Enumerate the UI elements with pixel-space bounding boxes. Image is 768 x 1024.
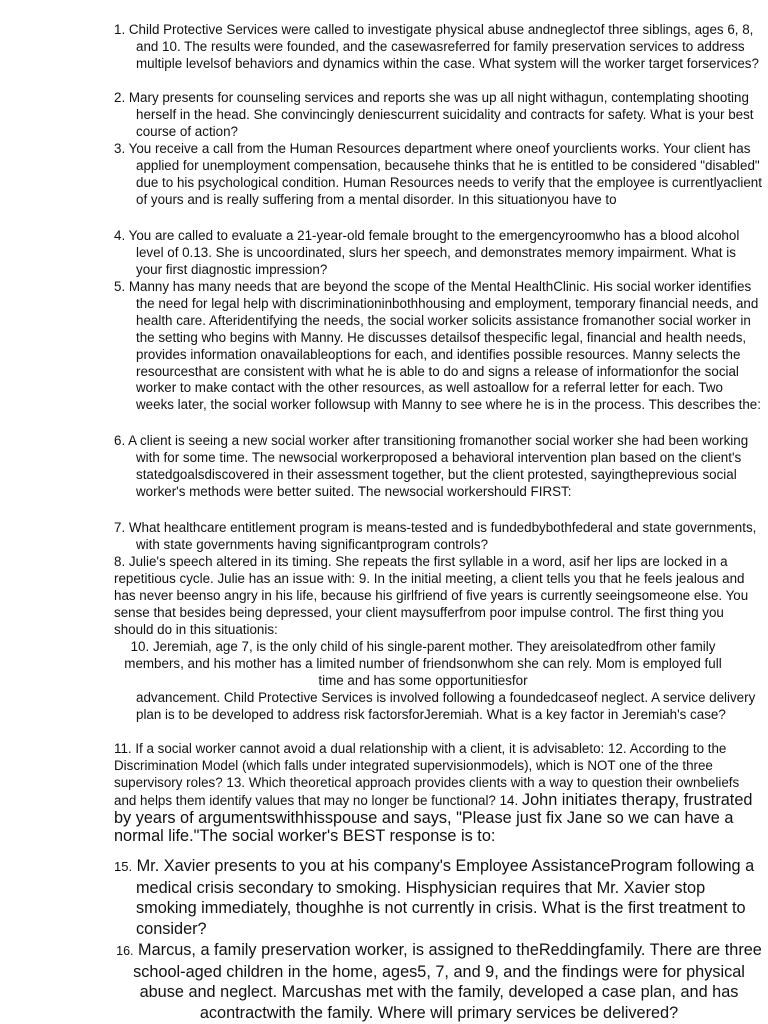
question-15 bbox=[114, 856, 764, 939]
question-14-text: John initiates therapy, frustrated by years of argumentswithhisspouse and says, "Please just fix Jane so we can have a normal life."The social worker's BEST response is to: bbox=[114, 790, 753, 845]
question-5: 5. Manny has many needs that are beyond the scope of the Mental HealthClinic. His social worker identifies the need for legal help with discriminationinbothhousing and employment, temporary financial needs, and health care. Afteridentifying the needs, the social worker solicits assistance fromanother social worker in the setting who begins with Manny. He discusses detailsof thespecific legal, financial and health needs, provides information onavailableoptions for each, and identifies possible resources. Manny selects the resourcesthat are consistent with what he is able to do and signs a release of informationfor the social worker to make contact with the other resources, as well astoallow for a referral letter for each. Two weeks later, the social worker followsup with Manny to see where he is in the process. This describes the: bbox=[114, 279, 761, 413]
question-4: 4. You are called to evaluate a 21-year-old female brought to the emergencyroomwho has a blood alcohol level of 0.13. She is uncoordinated, slurs her speech, and demonstrates memory impairment. What is your first diagnostic impression? bbox=[114, 228, 740, 277]
question-7: 7. What healthcare entitlement program is means-tested and is fundedbybothfederal and state governments, with state governments having significantprogram controls? bbox=[114, 520, 757, 552]
question-10-intro: 10. Jeremiah, age 7, is the only child of his single-parent mother. They areisolatedfrom other family members, and his mother has a limited number of friendsonwhom she can rely. Mom is employed full time and has some opportunitiesfor bbox=[124, 639, 722, 688]
questions-11-14 bbox=[114, 741, 764, 845]
question-16-number: 16. bbox=[116, 944, 134, 958]
question-2: 2. Mary presents for counseling services and reports she was up all night withagun, contemplating shooting herself in the head. She convincingly deniescurrent suicidality and contracts for safety. What is your best course of action? bbox=[114, 90, 754, 139]
question-16-text: Marcus, a family preservation worker, is assigned to theReddingfamily. There are three school-aged children in the home, ages5, 7, and 9, and the findings were for physical abuse and neglect. Marcushas met with the family, developed a case plan, and has acontractwith the family. Where will primary services be delivered? bbox=[133, 941, 762, 1022]
question-1: 1. Child Protective Services were called to investigate physical abuse andneglectof three siblings, ages 6, 8, and 10. The results were founded, and the casewasreferred for family preservation services to address multiple levelsof behaviors and dynamics within the case. What system will the worker target forservices? bbox=[114, 22, 759, 71]
question-6: 6. A client is seeing a new social worker after transitioning fromanother social worker she had been working with for some time. The newsocial workerproposed a behavioral intervention plan based on the client's statedgoalsdiscovered in their assessment together, but the client protested, sayingtheprevious social worker's methods were better suited. The newsocial workershould FIRST: bbox=[114, 433, 749, 499]
questions-8-9: 8. Julie's speech altered in its timing. She repeats the first syllable in a word, asif her lips are locked in a repetitious cycle. Julie has an issue with: 9. In the initial meeting, a client tells you that he feels jealous and has never beenso angry in his life, because his girlfriend of five years is currently seeingsomeone else. You sense that besides being depressed, your client maysufferfrom poor impulse control. The first thing you should do in this situationis: bbox=[114, 554, 749, 637]
question-16 bbox=[114, 940, 764, 1023]
question-10-continued: advancement. Child Protective Services is involved following a foundedcaseof neglect. A service delivery plan is to be developed to address risk factorsforJeremiah. What is a key factor in Jeremiah's case? bbox=[136, 690, 756, 722]
question-15-number: 15. bbox=[114, 859, 133, 874]
questions-11-13-text: 11. If a social worker cannot avoid a dual relationship with a client, it is advisableto: 12. According to the Discrimination Model (which falls under integrated supervisionmodels), which is NOT one of the three supervisory roles? 13. Which theoretical approach provides clients with a way to question their ownbeliefs and helps them identify values that may no longer be functional? 14. bbox=[114, 741, 740, 808]
question-15-text: Mr. Xavier presents to you at his company's Employee AssistanceProgram following a medical crisis secondary to smoking. Hisphysician requires that Mr. Xavier stop smoking immediately, thoughhe is not currently in crisis. What is the first treatment to consider? bbox=[136, 857, 755, 938]
question-3: 3. You receive a call from the Human Resources department where oneof yourclients works. Your client has applied for unemployment compensation, becausehe thinks that he is entitled to be considered "disabled" due to his psychological condition. Human Resources needs to verify that the employee is currentlyaclient of yours and is really suffering from a mental disorder. In this situationyou have to bbox=[114, 141, 762, 207]
